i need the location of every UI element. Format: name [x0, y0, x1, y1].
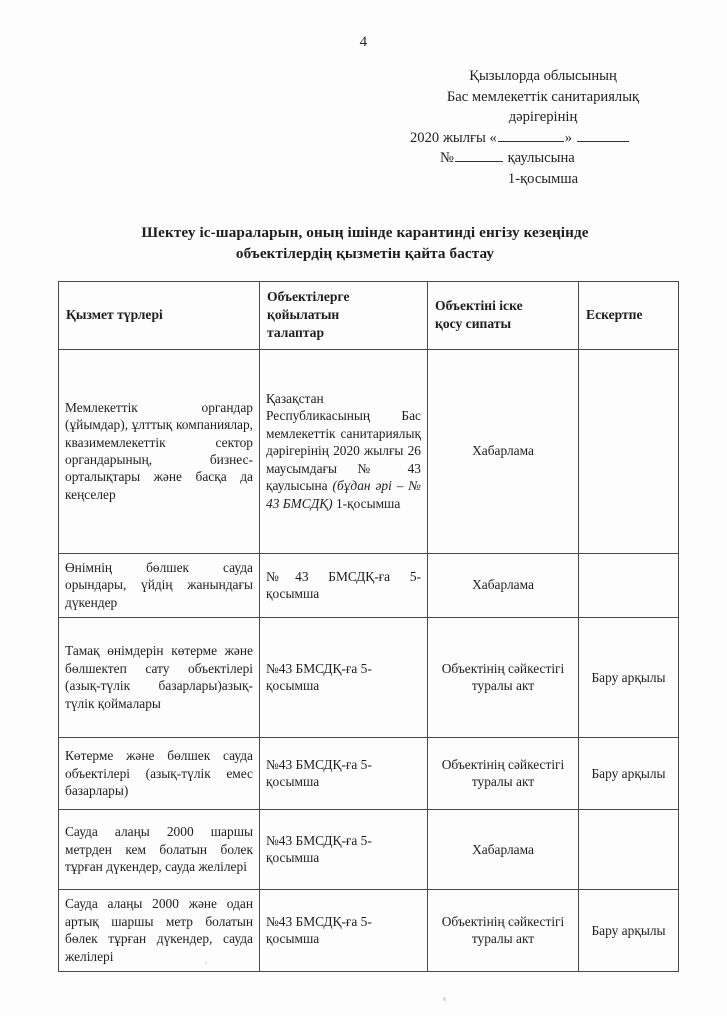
- approval-date-line: [398, 128, 688, 149]
- cell-requirements: [260, 350, 428, 554]
- month-blank-line: [577, 128, 629, 142]
- approval-year-suffix: »: [564, 129, 573, 146]
- requirements-text-italic: (бұдан әрі – № 43 БМСДҚ): [266, 478, 421, 511]
- column-header-activation-line-1: Объектіні іске: [435, 298, 523, 313]
- approval-number-prefix: №: [440, 150, 454, 166]
- cell-requirements: №43 БМСДҚ-ға 5-қосымша: [260, 738, 428, 810]
- table-row: [59, 618, 679, 738]
- table-row: [59, 890, 679, 972]
- cell-service-type: Сауда алаңы 2000 шаршы метрден кем болатын болек тұрған дүкендер, сауда желілері: [59, 810, 260, 890]
- table-row: [59, 350, 679, 554]
- column-header-activation-line-2: қосу сипаты: [435, 316, 512, 331]
- page-title-line-1: Шектеу іс-шараларын, оның ішінде карантинді енгізу кезеңінде: [141, 224, 589, 241]
- cell-service-type: Тамақ өнімдерін көтерме және бөлшектеп сату объектілері (азық-түлік базарлары)азық-түлік қоймалары: [59, 618, 260, 738]
- page-title: [60, 222, 670, 264]
- cell-requirements: №43 БМСДҚ-ға 5-қосымша: [260, 554, 428, 618]
- cell-note: [579, 350, 679, 554]
- cell-note: [579, 554, 679, 618]
- cell-note: Бару арқылы: [579, 890, 679, 972]
- column-header-requirements-line-2: қойылатын: [267, 307, 340, 322]
- cell-activation: Объектінің сәйкестігі туралы акт: [428, 738, 579, 810]
- table-header-row: [59, 282, 679, 350]
- approval-number-suffix: қаулысына: [507, 150, 575, 166]
- cell-note: Бару арқылы: [579, 738, 679, 810]
- approval-line-1: Қызылорда облысының: [469, 68, 617, 84]
- cell-requirements: №43 БМСДҚ-ға 5-қосымша: [260, 810, 428, 890]
- cell-activation: Хабарлама: [428, 810, 579, 890]
- column-header-service-types: Қызмет түрлері: [59, 282, 260, 350]
- page-number: 4: [359, 34, 368, 50]
- approval-line-3: дәрігерінің: [508, 109, 578, 125]
- table-row: [59, 738, 679, 810]
- date-blank-line: [498, 128, 564, 142]
- cell-activation: Объектінің сәйкестігі туралы акт: [428, 618, 579, 738]
- approval-block: [398, 66, 688, 189]
- approval-year-prefix: 2020 жылғы «: [410, 129, 497, 146]
- column-header-requirements-line-3: талаптар: [267, 325, 325, 340]
- scan-speckle: [205, 962, 207, 964]
- cell-service-type: Мемлекеттік органдар (ұйымдар), ұлттық компаниялар, квазимемлекеттік сектор органдарының, бизнес-орталықтары және басқа да кеңселер: [59, 350, 260, 554]
- services-table: [58, 281, 679, 972]
- page-title-line-2: объектілердің қызметін қайта бастау: [235, 245, 495, 262]
- services-table-wrapper: [58, 281, 678, 972]
- column-header-activation: [428, 282, 579, 350]
- cell-service-type: Сауда алаңы 2000 және одан артық шаршы метр болатын бөлек тұрған дүкендер, сауда желілері: [59, 890, 260, 972]
- table-row: [59, 810, 679, 890]
- cell-requirements: №43 БМСДҚ-ға 5-қосымша: [260, 890, 428, 972]
- approval-line-2: Бас мемлекеттік санитариялық: [446, 88, 640, 105]
- cell-service-type: Өнімнің бөлшек сауда орындары, үйдің жанындағы дүкендер: [59, 554, 260, 618]
- number-blank-line: [455, 148, 503, 162]
- cell-requirements: №43 БМСДҚ-ға 5-қосымша: [260, 618, 428, 738]
- cell-activation: Хабарлама: [428, 554, 579, 618]
- approval-number-line: [398, 148, 688, 169]
- requirements-text-post: 1-қосымша: [332, 495, 401, 511]
- column-header-requirements-line-1: Объектілерге: [267, 289, 350, 304]
- cell-activation: Объектінің сәйкестігі туралы акт: [428, 890, 579, 972]
- cell-activation: Хабарлама: [428, 350, 579, 554]
- table-row: [59, 554, 679, 618]
- approval-annex: 1-қосымша: [507, 170, 579, 187]
- cell-service-type: Көтерме және бөлшек сауда объектілері (азық-түлік емес базарлары): [59, 738, 260, 810]
- cell-note: [579, 810, 679, 890]
- column-header-requirements: [260, 282, 428, 350]
- cell-note: Бару арқылы: [579, 618, 679, 738]
- column-header-note: Ескертпе: [579, 282, 679, 350]
- scan-speckle: [443, 997, 446, 1001]
- requirements-text-pre: Қазақстан Республикасының Бас мемлекеттік санитариялық дәрігерінің 2020 жылғы 26 маусымдағы № 43 қаулысына: [266, 391, 421, 494]
